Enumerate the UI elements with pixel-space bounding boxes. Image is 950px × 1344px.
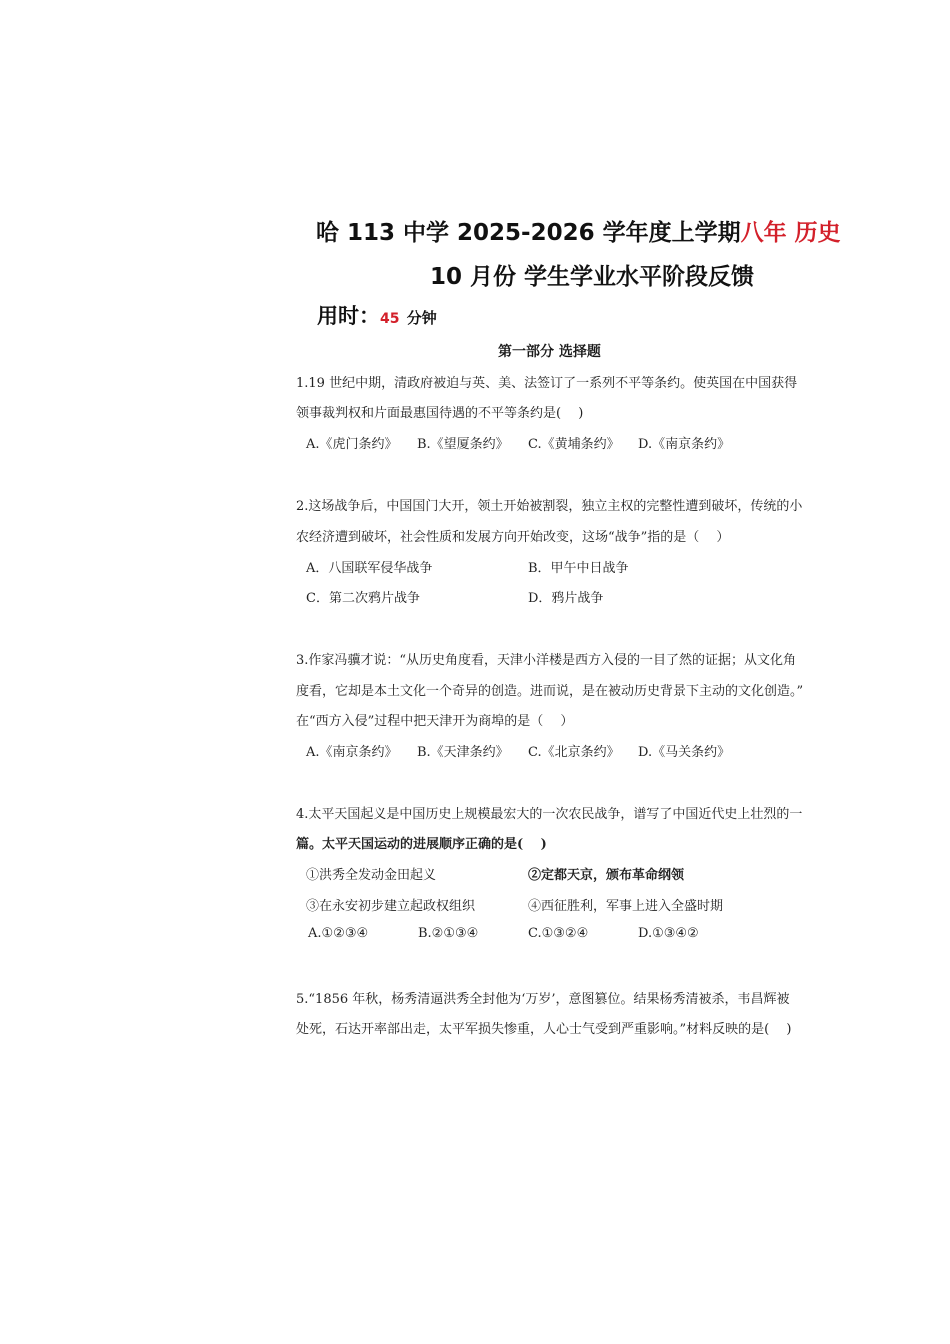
question-1-line-2: 领事裁判权和片面最惠国待遇的不平等条约是( ) [296,406,584,421]
question-3-line-1: 3.作家冯骥才说：“从历史角度看，天津小洋楼是西方入侵的一目了然的证据；从文化角 [296,653,797,668]
question-2-line-1: 2.这场战争后，中国国门大开，领土开始被割裂，独立主权的完整性遭到破坏，传统的小 [296,499,803,514]
question-4-line-1: 4.太平天国起义是中国历史上规模最宏大的一次农民战争，谱写了中国近代史上壮烈的一 [296,807,803,822]
question-3-line-2: 度看，它却是本土文化一个奇异的创造。进而说，是在被动历史背景下主动的文化创造。” [296,684,804,699]
question-5-line-2: 处死，石达开率部出走，太平军损失惨重，人心士气受到严重影响。”材料反映的是( ) [296,1022,792,1037]
question-2-option-a: A．八国联军侵华战争 [306,561,433,576]
question-2-line-2: 农经济遭到破坏，社会性质和发展方向开始改变，这场“战争”指的是（ ） [296,530,730,545]
exam-title [316,214,841,247]
question-3-line-3: 在“西方入侵”过程中把天津开为商埠的是（ ） [296,714,574,729]
question-2-option-c: C．第二次鸦片战争 [306,591,420,606]
question-4-item-1: ①洪秀全发动金田起义 [306,868,437,883]
title-grade: 八年 [740,220,787,246]
question-2-option-b: B．甲午中日战争 [528,561,629,576]
question-1-option-c: C.《黄埔条约》 [528,437,620,452]
question-2-option-d: D．鸦片战争 [528,591,604,606]
question-3-option-a: A.《南京条约》 [306,745,398,760]
question-4-option-d: D.①③④② [638,926,699,941]
question-4-item-4: ④西征胜利，军事上进入全盛时期 [528,899,724,914]
question-4-option-a: A.①②③④ [308,926,369,941]
question-4-line-2: 篇。太平天国运动的进展顺序正确的是( ) [296,837,547,852]
question-3-option-b: B.《天津条约》 [417,745,509,760]
question-3-option-d: D.《马关条约》 [638,745,731,760]
question-4-item-2: ②定都天京，颁布革命纲领 [528,868,685,883]
question-1-option-b: B.《望厦条约》 [417,437,509,452]
section-title: 第一部分 选择题 [498,344,601,360]
question-4-item-3: ③在永安初步建立起政权组织 [306,899,476,914]
exam-subtitle: 10 月份 学生学业水平阶段反馈 [430,264,755,290]
question-5-line-1: 5.“1856 年秋，杨秀清逼洪秀全封他为‘万岁’，意图篡位。结果杨秀清被杀，韦昌辉被 [296,992,790,1007]
question-4-option-b: B.②①③④ [418,926,479,941]
question-1-line-1: 1.19 世纪中期，清政府被迫与英、美、法签订了一系列不平等条约。使英国在中国获得 [296,376,798,391]
question-3-option-c: C.《北京条约》 [528,745,620,760]
time-unit: 分钟 [406,309,437,327]
question-1-option-a: A.《虎门条约》 [306,437,398,452]
question-1-option-d: D.《南京条约》 [638,437,731,452]
time-label: 用时： [317,304,380,328]
time-limit [317,300,437,330]
title-main: 哈 113 中学 2025-2026 学年度上学期 [316,220,741,246]
question-4-option-c: C.①③②④ [528,926,589,941]
title-subject: 历史 [794,220,841,246]
time-value: 45 [380,311,400,327]
